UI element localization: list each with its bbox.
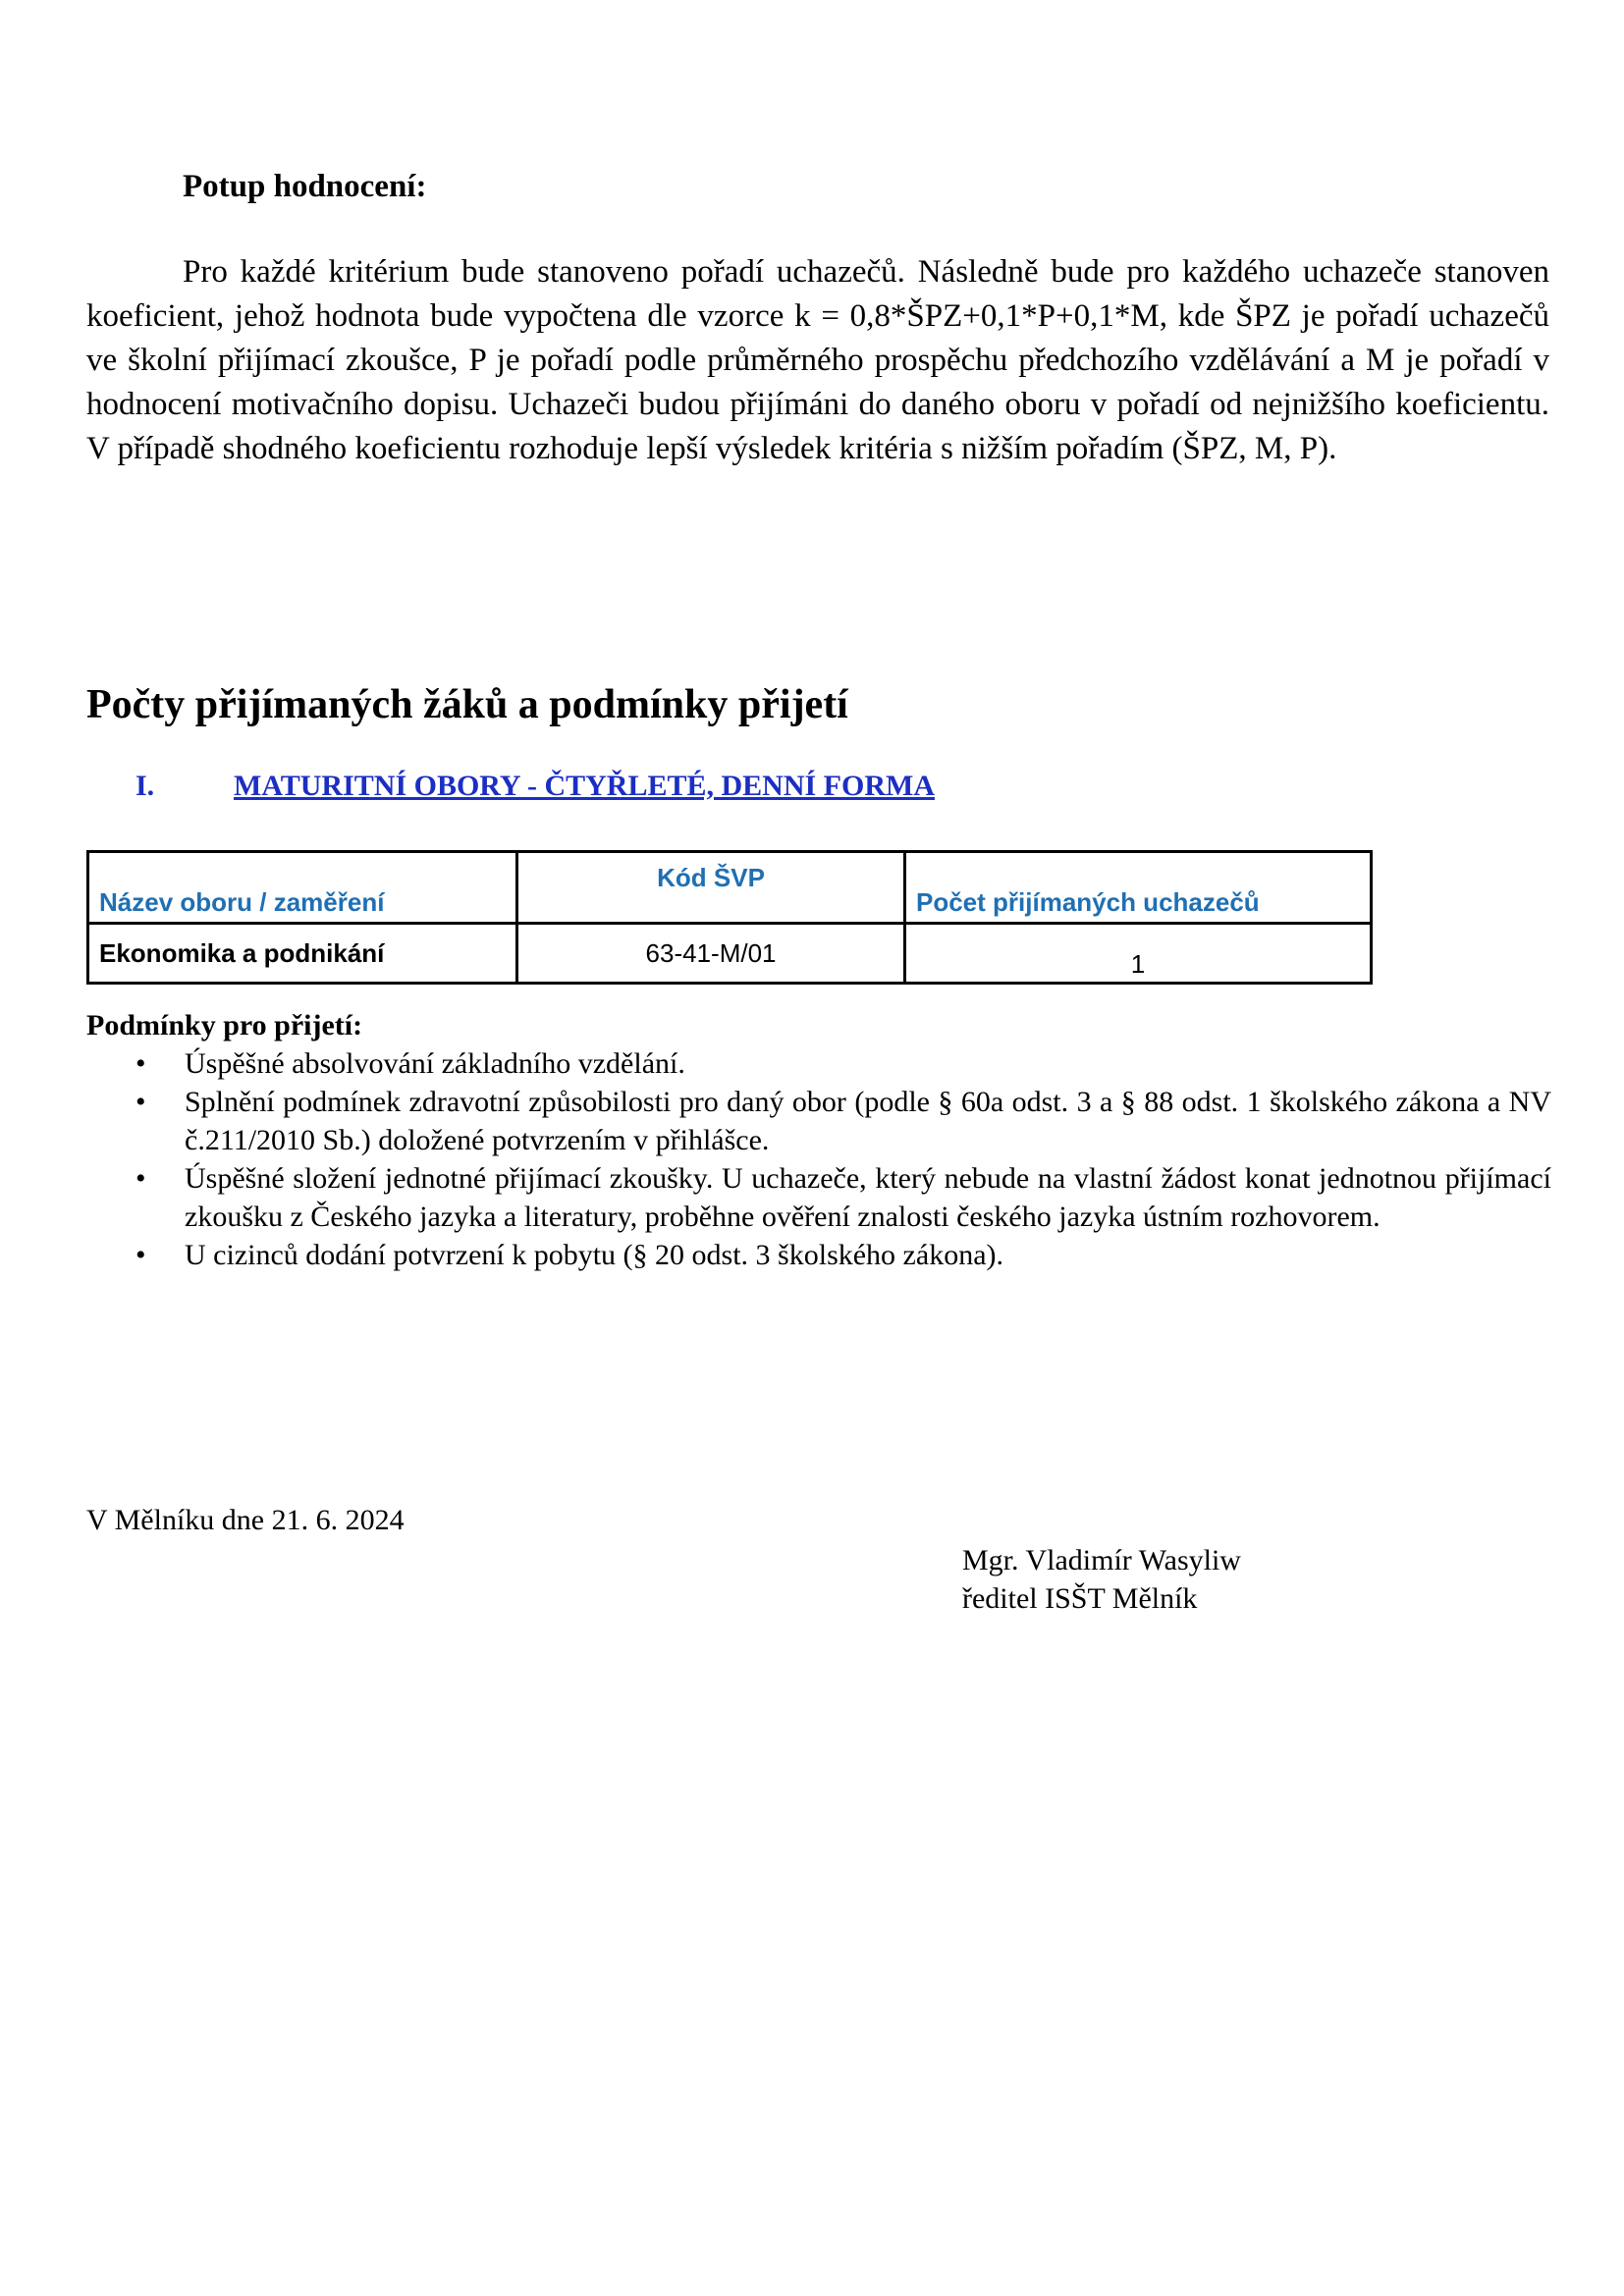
- table-cell-code: 63-41-M/01: [517, 924, 905, 984]
- table-header-row: [88, 852, 1372, 924]
- table-cell-program: Ekonomika a podnikání: [88, 924, 517, 984]
- signer-role: ředitel ISŠT Mělník: [962, 1582, 1198, 1615]
- signature-block: [962, 1541, 1241, 1618]
- list-item-text: Splnění podmínek zdravotní způsobilosti pro daný obor (podle § 60a odst. 3 a § 88 odst. 1 školského zákona a NV č.211/2010 Sb.) doložené potvrzením v přihlášce.: [185, 1086, 1551, 1156]
- table-header-code: Kód ŠVP: [517, 852, 905, 924]
- conditions-list: [135, 1044, 1551, 1274]
- place-and-date: V Mělníku dne 21. 6. 2024: [86, 1504, 405, 1536]
- table-header-program: Název oboru / zaměření: [88, 852, 517, 924]
- subsection-heading: [135, 770, 935, 803]
- table-header-count: Počet přijímaných uchazečů: [905, 852, 1372, 924]
- signer-name: Mgr. Vladimír Wasyliw: [962, 1544, 1241, 1576]
- evaluation-paragraph: Pro každé kritérium bude stanoveno pořadí uchazečů. Následně bude pro každého uchazeče stanoven koeficient, jehož hodnota bude vypočtena dle vzorce k = 0,8*ŠPZ+0,1*P+0,1*M, kde ŠPZ je pořadí uchazečů ve školní přijímací zkoušce, P je pořadí podle průměrného prospěchu předchozího vzdělávání a M je pořadí v hodnocení motivačního dopisu. Uchazeči budou přijímáni do daného oboru v pořadí od nejnižšího koeficientu. V případě shodného koeficientu rozhoduje lepší výsledek kritéria s nižším pořadím (ŠPZ, M, P).: [86, 254, 1549, 466]
- list-item-text: Úspěšné absolvování základního vzdělání.: [185, 1047, 685, 1080]
- bullet-icon: •: [135, 1047, 146, 1080]
- list-item: [135, 1236, 1551, 1274]
- bullet-icon: •: [135, 1086, 146, 1118]
- bullet-icon: •: [135, 1162, 146, 1195]
- list-item: [135, 1159, 1551, 1236]
- evaluation-heading: Potup hodnocení:: [183, 169, 427, 204]
- table-row: [88, 924, 1372, 984]
- subsection-title-link[interactable]: MATURITNÍ OBORY - ČTYŘLETÉ, DENNÍ FORMA: [234, 770, 935, 802]
- table-cell-count: 1: [905, 924, 1372, 984]
- list-item-text: Úspěšné složení jednotné přijímací zkoušky. U uchazeče, který nebude na vlastní žádost konat jednotnou přijímací zkoušku z Českého jazyka a literatury, proběhne ověření znalosti českého jazyka ústním rozhovorem.: [185, 1162, 1551, 1233]
- conditions-heading: Podmínky pro přijetí:: [86, 1009, 363, 1041]
- programs-table: [86, 850, 1373, 985]
- list-item: [135, 1083, 1551, 1159]
- bullet-icon: •: [135, 1239, 146, 1271]
- section-heading: Počty přijímaných žáků a podmínky přijetí: [86, 682, 848, 727]
- subsection-number: I.: [135, 770, 155, 802]
- list-item: [135, 1044, 1551, 1083]
- list-item-text: U cizinců dodání potvrzení k pobytu (§ 20 odst. 3 školského zákona).: [185, 1239, 1003, 1271]
